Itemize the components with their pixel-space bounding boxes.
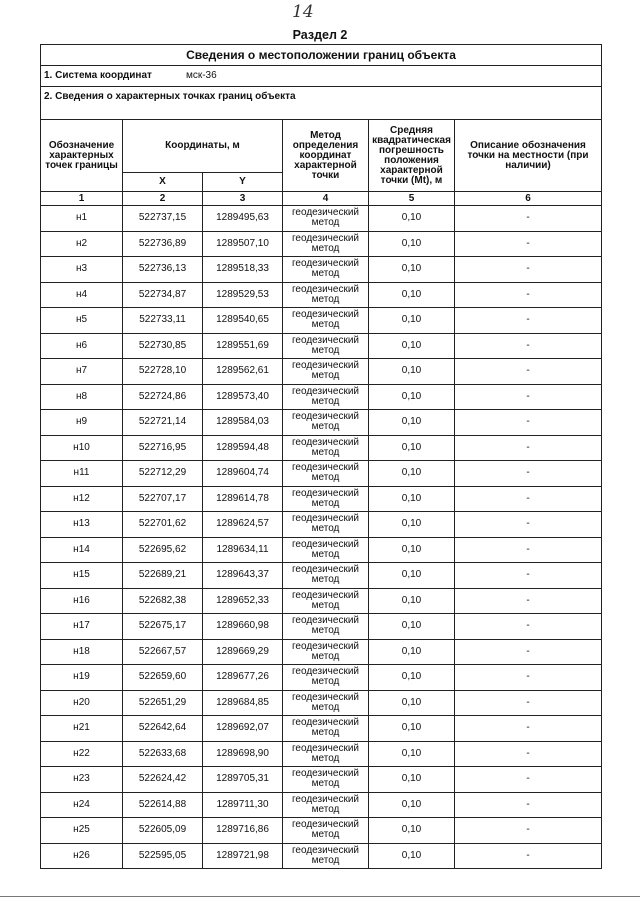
accuracy-cell: 0,10 — [369, 792, 455, 818]
point-name-cell: н14 — [41, 537, 123, 563]
coordinate-system-value: мск-36 — [185, 70, 217, 81]
description-cell: - — [455, 231, 602, 257]
accuracy-cell: 0,10 — [369, 486, 455, 512]
description-cell: - — [455, 461, 602, 487]
accuracy-cell: 0,10 — [369, 665, 455, 691]
table-row — [41, 231, 602, 257]
table-row — [41, 843, 602, 869]
coord-x-cell: 522736,13 — [123, 257, 203, 283]
coord-x-cell: 522624,42 — [123, 767, 203, 793]
method-cell: геодезический метод — [283, 741, 369, 767]
header-method: Метод определения координат характерной точки — [283, 120, 369, 192]
description-cell: - — [455, 639, 602, 665]
coord-x-cell: 522701,62 — [123, 512, 203, 538]
accuracy-cell: 0,10 — [369, 767, 455, 793]
point-name-cell: н15 — [41, 563, 123, 589]
accuracy-cell: 0,10 — [369, 231, 455, 257]
point-name-cell: н13 — [41, 512, 123, 538]
method-cell: геодезический метод — [283, 792, 369, 818]
accuracy-cell: 0,10 — [369, 206, 455, 232]
accuracy-cell: 0,10 — [369, 741, 455, 767]
description-cell: - — [455, 716, 602, 742]
table-title: Сведения о местоположении границ объекта — [41, 45, 602, 66]
point-name-cell: н23 — [41, 767, 123, 793]
table-row — [41, 588, 602, 614]
table-row — [41, 282, 602, 308]
point-name-cell: н1 — [41, 206, 123, 232]
description-cell: - — [455, 282, 602, 308]
method-cell: геодезический метод — [283, 333, 369, 359]
point-name-cell: н25 — [41, 818, 123, 844]
description-cell: - — [455, 767, 602, 793]
coord-x-cell: 522633,68 — [123, 741, 203, 767]
table-row — [41, 716, 602, 742]
coord-y-cell: 1289594,48 — [203, 435, 283, 461]
table-row — [41, 257, 602, 283]
coord-x-cell: 522642,64 — [123, 716, 203, 742]
description-cell: - — [455, 410, 602, 436]
header-designation: Обозначение характерных точек границы — [41, 120, 123, 192]
table-row — [41, 537, 602, 563]
coord-y-cell: 1289692,07 — [203, 716, 283, 742]
coord-y-cell: 1289529,53 — [203, 282, 283, 308]
coord-x-cell: 522689,21 — [123, 563, 203, 589]
accuracy-cell: 0,10 — [369, 639, 455, 665]
coord-y-cell: 1289698,90 — [203, 741, 283, 767]
method-cell: геодезический метод — [283, 843, 369, 869]
coord-y-cell: 1289721,98 — [203, 843, 283, 869]
description-cell: - — [455, 384, 602, 410]
point-name-cell: н9 — [41, 410, 123, 436]
table-row — [41, 410, 602, 436]
page-number: 14 — [292, 2, 314, 22]
table-row — [41, 461, 602, 487]
accuracy-cell: 0,10 — [369, 614, 455, 640]
description-cell: - — [455, 257, 602, 283]
description-cell: - — [455, 308, 602, 334]
table-row — [41, 639, 602, 665]
accuracy-cell: 0,10 — [369, 716, 455, 742]
method-cell: геодезический метод — [283, 435, 369, 461]
method-cell: геодезический метод — [283, 665, 369, 691]
description-cell: - — [455, 206, 602, 232]
coord-x-cell: 522682,38 — [123, 588, 203, 614]
method-cell: геодезический метод — [283, 614, 369, 640]
description-cell: - — [455, 690, 602, 716]
accuracy-cell: 0,10 — [369, 333, 455, 359]
coord-x-cell: 522659,60 — [123, 665, 203, 691]
coord-y-cell: 1289624,57 — [203, 512, 283, 538]
accuracy-cell: 0,10 — [369, 308, 455, 334]
description-cell: - — [455, 843, 602, 869]
table-row — [41, 690, 602, 716]
point-name-cell: н8 — [41, 384, 123, 410]
method-cell: геодезический метод — [283, 563, 369, 589]
coord-y-cell: 1289643,37 — [203, 563, 283, 589]
table-row — [41, 741, 602, 767]
point-name-cell: н7 — [41, 359, 123, 385]
table-row — [41, 359, 602, 385]
coordinate-system-row — [41, 66, 602, 87]
coord-x-cell: 522736,89 — [123, 231, 203, 257]
description-cell: - — [455, 333, 602, 359]
point-name-cell: н19 — [41, 665, 123, 691]
table-row — [41, 563, 602, 589]
table-row — [41, 308, 602, 334]
method-cell: геодезический метод — [283, 410, 369, 436]
method-cell: геодезический метод — [283, 231, 369, 257]
coord-x-cell: 522614,88 — [123, 792, 203, 818]
method-cell: геодезический метод — [283, 767, 369, 793]
coord-x-cell: 522734,87 — [123, 282, 203, 308]
method-cell: геодезический метод — [283, 537, 369, 563]
column-number: 4 — [283, 192, 369, 206]
description-cell: - — [455, 486, 602, 512]
accuracy-cell: 0,10 — [369, 461, 455, 487]
coord-y-cell: 1289518,33 — [203, 257, 283, 283]
accuracy-cell: 0,10 — [369, 843, 455, 869]
point-name-cell: н11 — [41, 461, 123, 487]
coord-x-cell: 522721,14 — [123, 410, 203, 436]
coord-y-cell: 1289551,69 — [203, 333, 283, 359]
table-row — [41, 333, 602, 359]
accuracy-cell: 0,10 — [369, 257, 455, 283]
header-accuracy: Средняя квадратическая погрешность положения характерной точки (Mt), м — [369, 120, 455, 192]
column-number: 2 — [123, 192, 203, 206]
coord-x-cell: 522667,57 — [123, 639, 203, 665]
accuracy-cell: 0,10 — [369, 435, 455, 461]
table-row — [41, 665, 602, 691]
coord-x-cell: 522651,29 — [123, 690, 203, 716]
table-row — [41, 512, 602, 538]
header-coordinates: Координаты, м — [123, 120, 283, 173]
coord-x-cell: 522605,09 — [123, 818, 203, 844]
table-row — [41, 206, 602, 232]
table-row — [41, 435, 602, 461]
point-name-cell: н5 — [41, 308, 123, 334]
description-cell: - — [455, 563, 602, 589]
description-cell: - — [455, 792, 602, 818]
description-cell: - — [455, 614, 602, 640]
method-cell: геодезический метод — [283, 486, 369, 512]
coord-x-cell: 522695,62 — [123, 537, 203, 563]
table-row — [41, 614, 602, 640]
point-name-cell: н24 — [41, 792, 123, 818]
point-name-cell: н26 — [41, 843, 123, 869]
header-x: X — [123, 173, 203, 192]
coord-y-cell: 1289495,63 — [203, 206, 283, 232]
accuracy-cell: 0,10 — [369, 282, 455, 308]
point-name-cell: н3 — [41, 257, 123, 283]
coord-y-cell: 1289634,11 — [203, 537, 283, 563]
table-row — [41, 486, 602, 512]
description-cell: - — [455, 741, 602, 767]
method-cell: геодезический метод — [283, 512, 369, 538]
point-name-cell: н16 — [41, 588, 123, 614]
table-row — [41, 767, 602, 793]
method-cell: геодезический метод — [283, 384, 369, 410]
method-cell: геодезический метод — [283, 818, 369, 844]
coord-y-cell: 1289562,61 — [203, 359, 283, 385]
coord-x-cell: 522730,85 — [123, 333, 203, 359]
accuracy-cell: 0,10 — [369, 512, 455, 538]
point-name-cell: н12 — [41, 486, 123, 512]
coord-x-cell: 522716,95 — [123, 435, 203, 461]
coord-x-cell: 522724,86 — [123, 384, 203, 410]
coord-y-cell: 1289604,74 — [203, 461, 283, 487]
accuracy-cell: 0,10 — [369, 818, 455, 844]
coord-x-cell: 522595,05 — [123, 843, 203, 869]
table-row — [41, 384, 602, 410]
point-name-cell: н10 — [41, 435, 123, 461]
point-name-cell: н22 — [41, 741, 123, 767]
coordinate-system-label: 1. Система координат — [44, 70, 152, 81]
method-cell: геодезический метод — [283, 359, 369, 385]
boundary-points-table — [40, 44, 602, 869]
description-cell: - — [455, 665, 602, 691]
method-cell: геодезический метод — [283, 282, 369, 308]
point-name-cell: н6 — [41, 333, 123, 359]
column-number: 3 — [203, 192, 283, 206]
method-cell: геодезический метод — [283, 461, 369, 487]
accuracy-cell: 0,10 — [369, 384, 455, 410]
coord-y-cell: 1289660,98 — [203, 614, 283, 640]
point-name-cell: н21 — [41, 716, 123, 742]
coord-x-cell: 522675,17 — [123, 614, 203, 640]
coord-y-cell: 1289711,30 — [203, 792, 283, 818]
coord-y-cell: 1289677,26 — [203, 665, 283, 691]
point-name-cell: н20 — [41, 690, 123, 716]
accuracy-cell: 0,10 — [369, 537, 455, 563]
method-cell: геодезический метод — [283, 639, 369, 665]
table-row — [41, 792, 602, 818]
description-cell: - — [455, 359, 602, 385]
coord-y-cell: 1289684,85 — [203, 690, 283, 716]
method-cell: геодезический метод — [283, 588, 369, 614]
column-number: 1 — [41, 192, 123, 206]
header-y: Y — [203, 173, 283, 192]
table-row — [41, 818, 602, 844]
method-cell: геодезический метод — [283, 716, 369, 742]
description-cell: - — [455, 537, 602, 563]
coord-y-cell: 1289705,31 — [203, 767, 283, 793]
point-name-cell: н18 — [41, 639, 123, 665]
coord-y-cell: 1289614,78 — [203, 486, 283, 512]
method-cell: геодезический метод — [283, 690, 369, 716]
coord-y-cell: 1289507,10 — [203, 231, 283, 257]
coord-x-cell: 522707,17 — [123, 486, 203, 512]
points-heading: 2. Сведения о характерных точках границ объекта — [41, 87, 602, 120]
method-cell: геодезический метод — [283, 206, 369, 232]
coord-y-cell: 1289716,86 — [203, 818, 283, 844]
coord-x-cell: 522733,11 — [123, 308, 203, 334]
column-number: 5 — [369, 192, 455, 206]
coord-x-cell: 522728,10 — [123, 359, 203, 385]
coord-y-cell: 1289540,65 — [203, 308, 283, 334]
method-cell: геодезический метод — [283, 308, 369, 334]
description-cell: - — [455, 435, 602, 461]
column-number: 6 — [455, 192, 602, 206]
accuracy-cell: 0,10 — [369, 690, 455, 716]
description-cell: - — [455, 512, 602, 538]
accuracy-cell: 0,10 — [369, 563, 455, 589]
description-cell: - — [455, 588, 602, 614]
page-bottom-edge — [0, 896, 640, 897]
coord-x-cell: 522712,29 — [123, 461, 203, 487]
coord-y-cell: 1289669,29 — [203, 639, 283, 665]
description-cell: - — [455, 818, 602, 844]
method-cell: геодезический метод — [283, 257, 369, 283]
header-description: Описание обозначения точки на местности (при наличии) — [455, 120, 602, 192]
accuracy-cell: 0,10 — [369, 359, 455, 385]
point-name-cell: н4 — [41, 282, 123, 308]
accuracy-cell: 0,10 — [369, 410, 455, 436]
point-name-cell: н17 — [41, 614, 123, 640]
coord-y-cell: 1289573,40 — [203, 384, 283, 410]
accuracy-cell: 0,10 — [369, 588, 455, 614]
coord-y-cell: 1289584,03 — [203, 410, 283, 436]
section-title: Раздел 2 — [292, 28, 348, 42]
coord-x-cell: 522737,15 — [123, 206, 203, 232]
point-name-cell: н2 — [41, 231, 123, 257]
coord-y-cell: 1289652,33 — [203, 588, 283, 614]
